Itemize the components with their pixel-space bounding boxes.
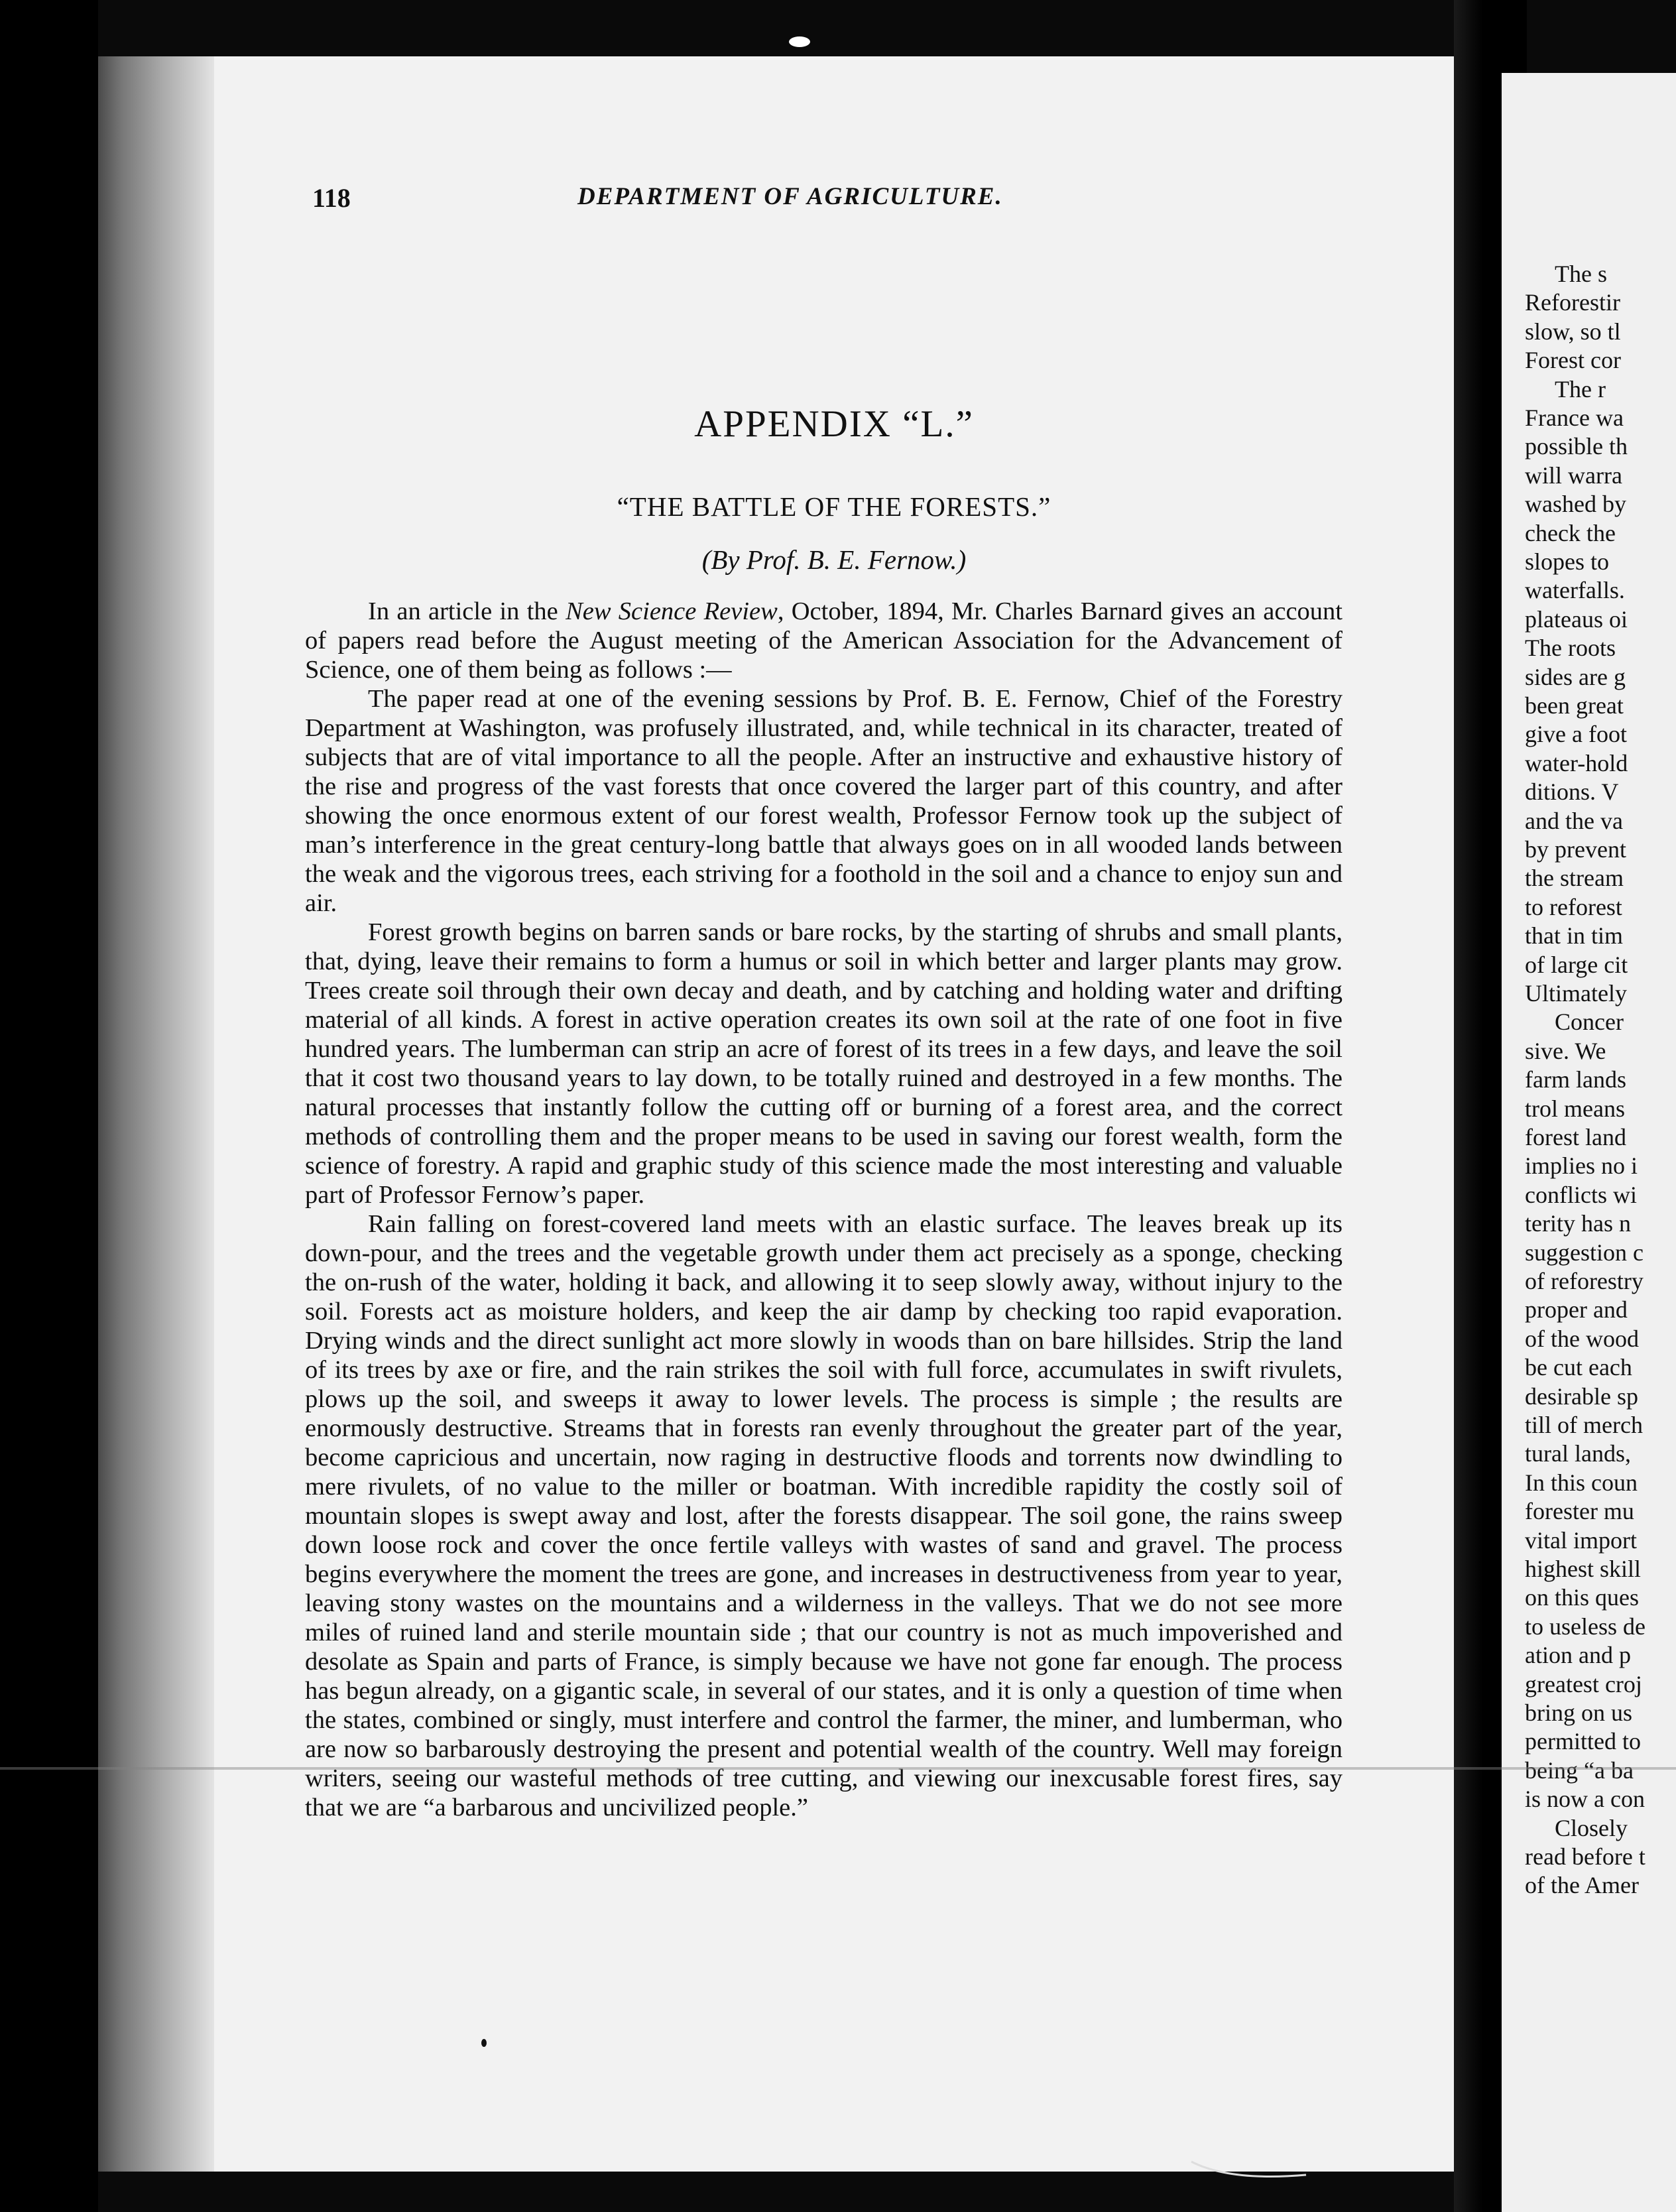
facing-page-line: Reforestir	[1525, 289, 1620, 316]
facing-page-line: The roots	[1525, 635, 1616, 662]
facing-page-line: is now a con	[1525, 1786, 1645, 1813]
page-header	[312, 182, 1459, 222]
facing-page-line: will warra	[1525, 461, 1622, 489]
facing-page-line: and the va	[1525, 807, 1623, 834]
facing-page-line: suggestion c	[1525, 1239, 1644, 1266]
journal-name: New Science Review	[566, 597, 778, 625]
page-edge-shadow	[98, 56, 214, 2172]
facing-page	[1502, 73, 1676, 2212]
facing-page-line: forester mu	[1525, 1498, 1634, 1525]
page-number: 118	[312, 183, 351, 213]
facing-page-line: to useless de	[1525, 1613, 1646, 1640]
facing-page-line: trol means	[1525, 1095, 1625, 1122]
facing-page-line: Closely	[1555, 1814, 1628, 1841]
paragraph: Forest growth begins on barren sands or bare rocks, by the starting of shrubs and small plants, that, dying, leave their remains to form a humus or soil in which better and larger plants may grow. Trees create soil through their own decay and death, and by catching and holding water and drifting material of all kinds. A forest in active operation creates its own soil at the rate of one foot in five hundred years. The lumberman can strip an acre of forest of its trees in a few days, and leave the soil that it cost two thousand years to lay down, to be totally ruined and destroyed in a few months. The natural processes that instantly follow the cutting off or burning of a forest area, and the correct methods of controlling them and the proper means to be used in saving our forest wealth, form the science of forestry. A rapid and graphic study of this science made the most interesting and valuable part of Professor Fernow’s paper.	[305, 918, 1343, 1209]
scan-artifact-line	[0, 1767, 1676, 1770]
facing-page-line: water-hold	[1525, 749, 1628, 776]
facing-page-line: slow, so tl	[1525, 318, 1621, 345]
facing-page-line: of reforestry	[1525, 1268, 1644, 1294]
facing-page-line: ation and p	[1525, 1642, 1631, 1669]
facing-page-line: proper and	[1525, 1296, 1628, 1323]
facing-page-line: check the	[1525, 519, 1616, 546]
paper-curl-mark	[1190, 2148, 1309, 2188]
facing-page-line: terity has n	[1525, 1210, 1631, 1237]
facing-page-line: ditions. V	[1525, 778, 1619, 806]
article-body	[305, 597, 1343, 1822]
appendix-title: APPENDIX “L.”	[694, 403, 974, 445]
facing-page-line: Ultimately	[1525, 980, 1627, 1007]
facing-page-line: permitted to	[1525, 1728, 1641, 1755]
paragraph: The paper read at one of the evening sessions by Prof. B. E. Fernow, Chief of the Forestry Department at Washington, was profusely illustrated, and, while technical in its character, treated of subjects that are of vital importance to all the people. After an instructive and exhaustive history of the rise and progress of the vast forests that once covered the larger part of this country, and after showing the once enormous extent of our forest wealth, Professor Fernow took up the subject of man’s interference in the great century-long battle that always goes on in all wooded lands between the weak and the vigorous trees, each striving for a foothold in the soil and a chance to enjoy sun and air.	[305, 685, 1343, 917]
facing-page-line: desirable sp	[1525, 1382, 1638, 1410]
facing-page-line: tural lands,	[1525, 1440, 1631, 1467]
article-title: “THE BATTLE OF THE FORESTS.”	[617, 491, 1051, 522]
paragraph: Rain falling on forest-covered land meets with an elastic surface. The leaves break up its down-pour, and the trees and the vegetable growth under them act precisely as a sponge, checking the on-rush of the water, holding it back, and allowing it to seep slowly away, without injury to the soil. Forests act as moisture holders, and keep the air damp by checking too rapid evaporation. Drying winds and the direct sunlight act more slowly in woods than on bare hillsides. Strip the land of its trees by axe or fire, and the rain strikes the soil with full force, accumulates in swift rivulets, plows up the soil, and sweeps it away to lower levels. The process is simple ; the results are enormously destructive. Streams that in forests ran evenly throughout the greater part of the year, become capricious and uncertain, now raging in destructive floods and torrents now dwindling to mere rivulets, of no value to the miller or boatman. With incredible rapidity the costly soil of mountain slopes is swept away and lost, after the forests disappear. The soil gone, the rains sweep down loose rock and cover the once fertile valleys with wastes of sand and gravel. The process begins everywhere the moment the trees are gone, and increases in destructiveness from year to year, leaving stony wastes on the mountains and a wilderness in the valleys. That we do not see more miles of ruined land and sterile mountain side ; that our country is not as much impoverished and desolate as Spain and parts of France, is simply because we have not gone far enough. The process has begun already, on a gigantic scale, in several of our states, and it is only a question of time when the states, combined or singly, must interfere and control the farmer, the miner, and lumberman, who are now so barbarously destroying the present and potential wealth of the country. Well may foreign writers, seeing our wasteful methods of tree cutting, and viewing our inexcusable forest fires, say that we are “a barbarous and uncivilized people.”	[305, 1210, 1343, 1821]
facing-page-line: sive. We	[1525, 1037, 1606, 1064]
facing-page-line: In this coun	[1525, 1469, 1638, 1496]
facing-page-line: conflicts wi	[1525, 1181, 1637, 1208]
facing-page-line: slopes to	[1525, 548, 1610, 575]
facing-page-line: France wa	[1525, 404, 1624, 431]
facing-page-line: till of merch	[1525, 1412, 1643, 1438]
facing-page-line: farm lands	[1525, 1066, 1626, 1093]
facing-page-line: vital import	[1525, 1526, 1637, 1554]
facing-page-line: being “a ba	[1525, 1756, 1634, 1784]
facing-page-line: The s	[1555, 261, 1607, 287]
facing-page-line: possible th	[1525, 433, 1628, 460]
facing-page-line: bring on us	[1525, 1699, 1632, 1726]
facing-page-line: greatest croj	[1525, 1670, 1642, 1697]
facing-page-line: sides are g	[1525, 663, 1626, 690]
facing-page-line: be cut each	[1525, 1354, 1632, 1381]
facing-page-line: read before t	[1525, 1843, 1646, 1870]
facing-page-line: plateaus oi	[1525, 605, 1628, 633]
facing-page-line: waterfalls.	[1525, 577, 1625, 604]
scan-left-margin	[0, 0, 98, 2212]
facing-page-line: forest land	[1525, 1124, 1626, 1150]
document-page	[214, 56, 1454, 2172]
facing-page-line: of the Amer	[1525, 1872, 1639, 1899]
facing-page-line: to reforest	[1525, 893, 1622, 920]
facing-page-line: washed by	[1525, 491, 1626, 518]
facing-page-line: of the wood	[1525, 1325, 1639, 1352]
running-head: DEPARTMENT OF AGRICULTURE.	[577, 183, 1003, 210]
facing-page-line: The r	[1555, 375, 1606, 402]
facing-page-line: that in tim	[1525, 922, 1623, 950]
scan-top-mark	[789, 36, 810, 47]
byline: (By Prof. B. E. Fernow.)	[701, 544, 967, 575]
facing-page-line: highest skill	[1525, 1556, 1642, 1582]
facing-page-line: been great	[1525, 692, 1624, 719]
facing-page-line: implies no i	[1525, 1152, 1638, 1180]
facing-page-line: on this ques	[1525, 1584, 1640, 1611]
facing-page-line: the stream	[1525, 865, 1624, 892]
ink-speck	[481, 2039, 487, 2047]
facing-page-line: give a foot	[1525, 721, 1627, 748]
facing-page-line: of large cit	[1525, 951, 1628, 978]
facing-page-line: by prevent	[1525, 836, 1626, 863]
facing-page-line: Concer	[1555, 1009, 1624, 1036]
facing-page-line: Forest cor	[1525, 347, 1621, 374]
paragraph-intro: In an article in the New Science Review, October, 1894, Mr. Charles Barnard gives an account of papers read before the August meeting of the American Association for the Advancement of Science, one of them being as follows :—	[305, 597, 1343, 684]
